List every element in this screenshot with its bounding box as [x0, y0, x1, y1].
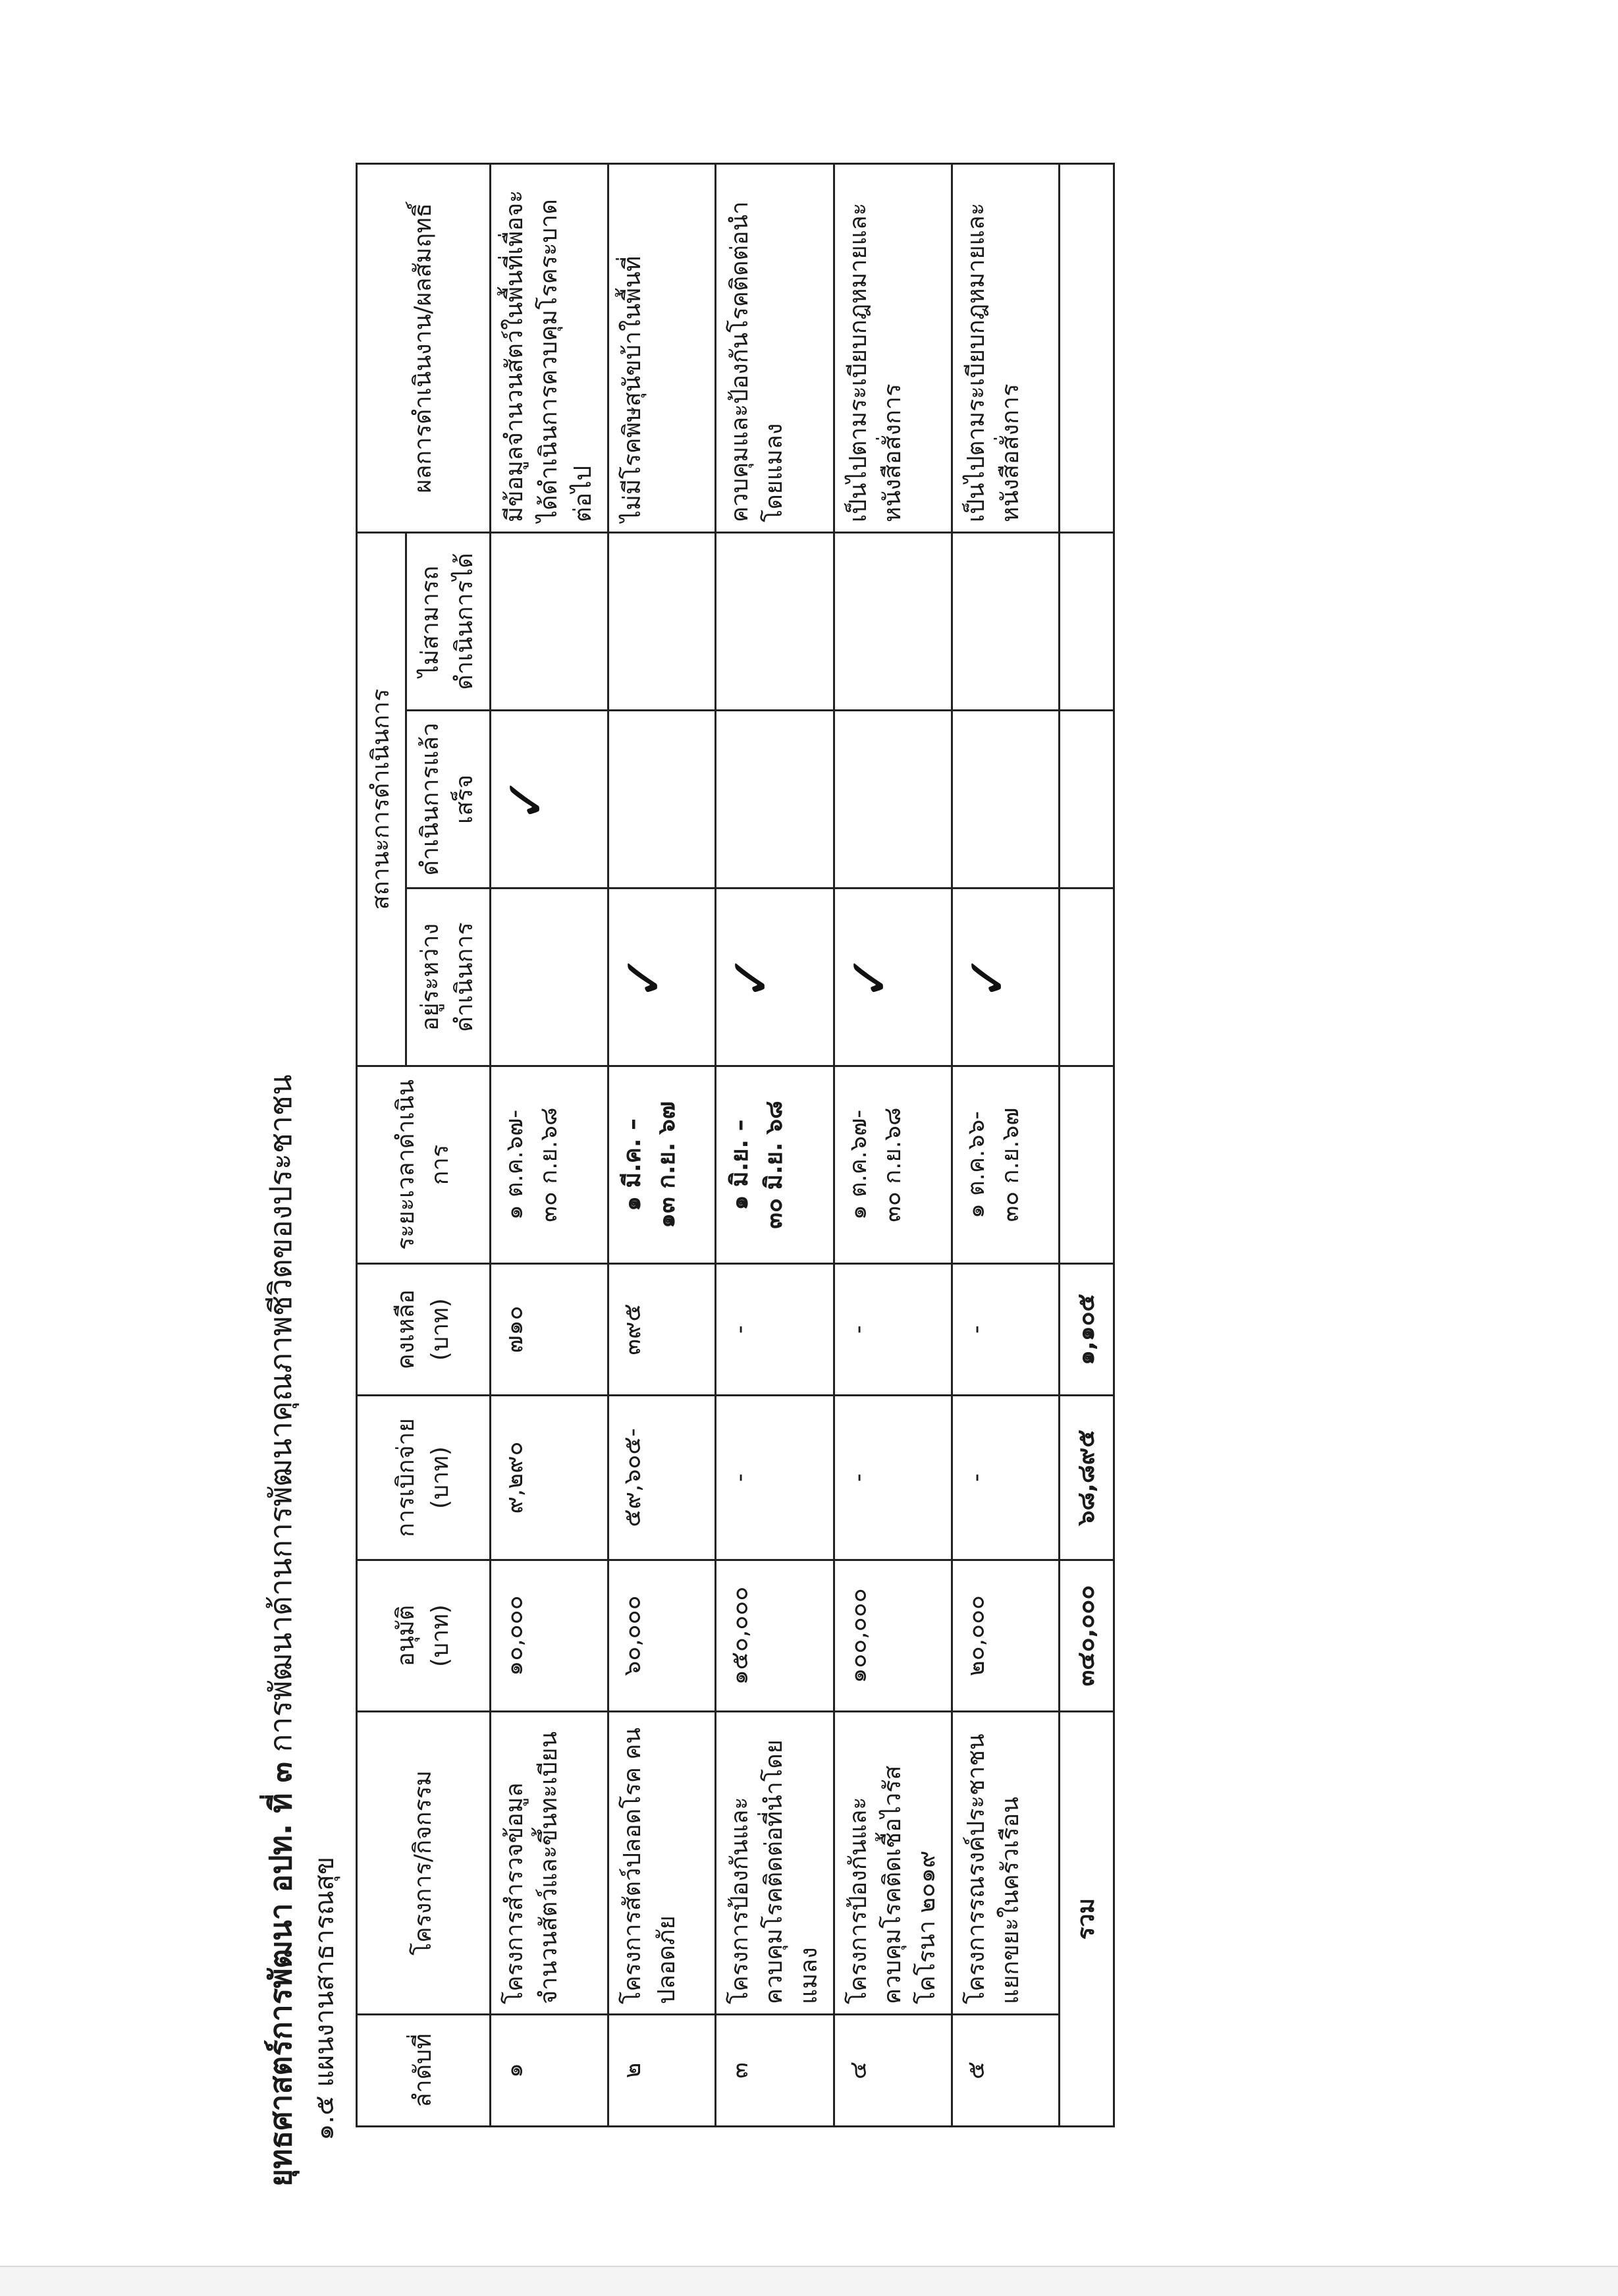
row-no: ๒	[608, 2015, 716, 2127]
row-disbursed: -	[716, 1396, 834, 1560]
row-remaining: ๗๑๐	[490, 1264, 608, 1396]
header-no: ลำดับที่	[357, 2015, 491, 2127]
check-mark-icon: ✓	[718, 954, 784, 1000]
row-status-in-progress	[716, 888, 834, 1066]
header-remaining: คงเหลือ (บาท)	[357, 1264, 491, 1396]
header-project: โครงการ/กิจกรรม	[357, 1712, 491, 2015]
row-status-in-progress	[952, 888, 1060, 1066]
period-end: ๓๐ ก.ย.๖๗	[997, 1107, 1025, 1222]
total-empty-result	[1060, 164, 1114, 533]
row-no: ๔	[834, 2015, 952, 2127]
period-end: ๑๓ ก.ย. ๖๗	[653, 1101, 681, 1228]
total-empty-period	[1060, 1066, 1114, 1264]
row-status-unable	[490, 533, 608, 711]
period-end: ๓๐ ก.ย.๖๘	[878, 1107, 906, 1222]
row-project: โครงการสำรวจข้อมูลจำนวนสัตว์และขึ้นทะเบียน	[490, 1712, 608, 2015]
row-no: ๓	[716, 2015, 834, 2127]
row-no: ๑	[490, 2015, 608, 2127]
total-remaining: ๑,๑๐๕	[1060, 1264, 1114, 1396]
row-result: เป็นไปตามระเบียบกฎหมายและหนังสือสั่งการ	[952, 164, 1060, 533]
row-status-in-progress	[490, 888, 608, 1066]
check-mark-icon: ✓	[493, 776, 558, 823]
row-status-done	[952, 711, 1060, 888]
row-period	[716, 1066, 834, 1264]
row-remaining: -	[716, 1264, 834, 1396]
row-disbursed: -	[834, 1396, 952, 1560]
strategy-subject: การพัฒนาด้านการพัฒนาคุณภาพชีวิตของประชาชน	[263, 1074, 298, 1753]
row-status-done	[716, 711, 834, 888]
project-table	[356, 163, 1115, 2127]
row-status-done	[490, 711, 608, 888]
row-approved: ๑๕๐,๐๐๐	[716, 1560, 834, 1712]
row-status-unable	[834, 533, 952, 711]
header-status-unable: ไม่สามารถดำเนินการได้	[406, 533, 490, 711]
row-status-in-progress	[608, 888, 716, 1066]
row-project: โครงการรณรงค์ประชาชนแยกขยะในครัวเรือน	[952, 1712, 1060, 2015]
plan-subtitle: ๑.๕ แผนงานสาธารณสุข	[310, 1856, 340, 2141]
row-result: มีข้อมูลจำนวนสัตว์ในพื้นที่เพื่อจะได้ดำเนินการควบคุมโรคระบาดต่อไป	[490, 164, 608, 533]
row-period	[952, 1066, 1060, 1264]
total-empty-status	[1060, 888, 1114, 1066]
table-row	[490, 164, 608, 2127]
row-remaining: ๓๙๕	[608, 1264, 716, 1396]
row-remaining: -	[834, 1264, 952, 1396]
period-start: ๑ มิ.ย. –	[726, 1119, 754, 1211]
strategy-title: ยุทธศาสตร์การพัฒนา อปท. ที่ ๓	[263, 1761, 298, 2187]
header-approved: อนุมัติ (บาท)	[357, 1560, 491, 1712]
row-result: ไม่มีโรคพิษสุนัขบ้าในพื้นที่	[608, 164, 716, 533]
row-status-unable	[716, 533, 834, 711]
row-status-unable	[952, 533, 1060, 711]
row-status-done	[608, 711, 716, 888]
table-row	[716, 164, 834, 2127]
row-period	[490, 1066, 608, 1264]
row-period	[834, 1066, 952, 1264]
row-no: ๕	[952, 2015, 1060, 2127]
total-row	[1060, 164, 1114, 2127]
total-empty-status	[1060, 533, 1114, 711]
header-status: สถานะการดำเนินการ	[357, 533, 406, 1066]
period-start: ๑ ต.ค.๖๗-	[500, 1109, 528, 1220]
row-disbursed: ๕๙,๖๐๕-	[608, 1396, 716, 1560]
row-disbursed: -	[952, 1396, 1060, 1560]
period-end: ๓๐ มิ.ย. ๖๘	[761, 1101, 788, 1229]
row-disbursed: ๙,๒๙๐	[490, 1396, 608, 1560]
row-approved: ๑๐,๐๐๐	[490, 1560, 608, 1712]
row-project: โครงการป้องกันและควบคุมโรคติดเชื้อไวรัสโคโรนา ๒๐๑๙	[834, 1712, 952, 2015]
row-result: ควบคุมและป้องกันโรคติดต่อนำโดยแมลง	[716, 164, 834, 533]
scan-bottom-edge	[0, 2266, 1618, 2296]
table-row	[608, 164, 716, 2127]
document-page	[257, 145, 1258, 2226]
row-approved: ๑๐๐,๐๐๐	[834, 1560, 952, 1712]
period-start: ๑ มี.ค. –	[619, 1118, 647, 1212]
row-project: โครงการสัตว์ปลอดโรค คนปลอดภัย	[608, 1712, 716, 2015]
check-mark-icon: ✓	[611, 954, 676, 1000]
total-approved: ๓๔๐,๐๐๐	[1060, 1560, 1114, 1712]
period-end: ๓๐ ก.ย.๖๘	[535, 1107, 562, 1222]
total-empty-status	[1060, 711, 1114, 888]
row-status-in-progress	[834, 888, 952, 1066]
period-start: ๑ ต.ค.๖๖-	[963, 1110, 990, 1219]
row-project: โครงการป้องกันและควบคุมโรคติดต่อที่นำโดยแมลง	[716, 1712, 834, 2015]
header-status-in-progress: อยู่ระหว่างดำเนินการ	[406, 888, 490, 1066]
row-period	[608, 1066, 716, 1264]
check-mark-icon: ✓	[955, 954, 1020, 1000]
row-approved: ๖๐,๐๐๐	[608, 1560, 716, 1712]
check-mark-icon: ✓	[836, 954, 902, 1000]
total-disbursed: ๖๘,๘๙๕	[1060, 1396, 1114, 1560]
table-row	[834, 164, 952, 2127]
header-disbursed: การเบิกจ่าย (บาท)	[357, 1396, 491, 1560]
header-result: ผลการดำเนินงาน/ผลสัมฤทธิ์	[357, 164, 491, 533]
header-period: ระยะเวลาดำเนินการ	[357, 1066, 491, 1264]
row-result: เป็นไปตามระเบียบกฎหมายและหนังสือสั่งการ	[834, 164, 952, 533]
row-remaining: -	[952, 1264, 1060, 1396]
row-status-done	[834, 711, 952, 888]
row-approved: ๒๐,๐๐๐	[952, 1560, 1060, 1712]
row-status-unable	[608, 533, 716, 711]
table-row	[952, 164, 1060, 2127]
header-row	[357, 164, 406, 2127]
period-start: ๑ ต.ค.๖๗-	[844, 1109, 872, 1220]
header-status-done: ดำเนินการแล้วเสร็จ	[406, 711, 490, 888]
document-title	[257, 1074, 305, 2187]
total-label: รวม	[1060, 1712, 1114, 2127]
